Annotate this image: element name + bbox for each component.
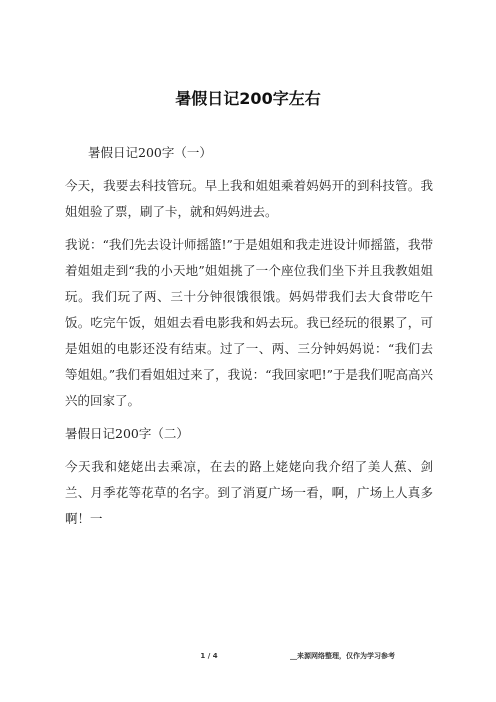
page-number: 1 / 4 xyxy=(200,652,218,660)
section-heading-1: 暑假日记200字（一） xyxy=(88,145,212,160)
paragraph: 今天我和姥姥出去乘凉，在去的路上姥姥向我介绍了美人蕉、剑兰、月季花等花草的名字。到了消夏广场一看，啊，广场上人真多啊！一 xyxy=(65,459,433,526)
page-footer xyxy=(0,650,496,666)
section-heading-2: 暑假日记200字（二） xyxy=(65,426,189,441)
paragraph: 我说：“我们先去设计师摇篮!”于是姐姐和我走进设计师摇篮，我带着姐姐走到“我的小天地”姐姐挑了一个座位我们坐下并且我教姐姐玩。我们玩了两、三十分钟很饿很饿。妈妈带我们去大食带吃午饭。吃完午饭，姐姐去看电影我和妈去玩。我已经玩的很累了，可是姐姐的电影还没有结束。过了一、两、三分钟妈妈说：“我们去等姐姐。”我们看姐姐过来了，我说：“我回家吧!”于是我们呢高高兴兴的回家了。 xyxy=(65,237,433,408)
document-title: 暑假日记200字左右 xyxy=(175,89,321,108)
document-body xyxy=(65,140,433,539)
source-note: __来源网络整理，仅作为学习参考 xyxy=(290,652,395,660)
paragraph: 今天，我要去科技管玩。早上我和姐姐乘着妈妈开的到科技管。我姐姐验了票，刷了卡，就和妈妈进去。 xyxy=(65,178,433,219)
